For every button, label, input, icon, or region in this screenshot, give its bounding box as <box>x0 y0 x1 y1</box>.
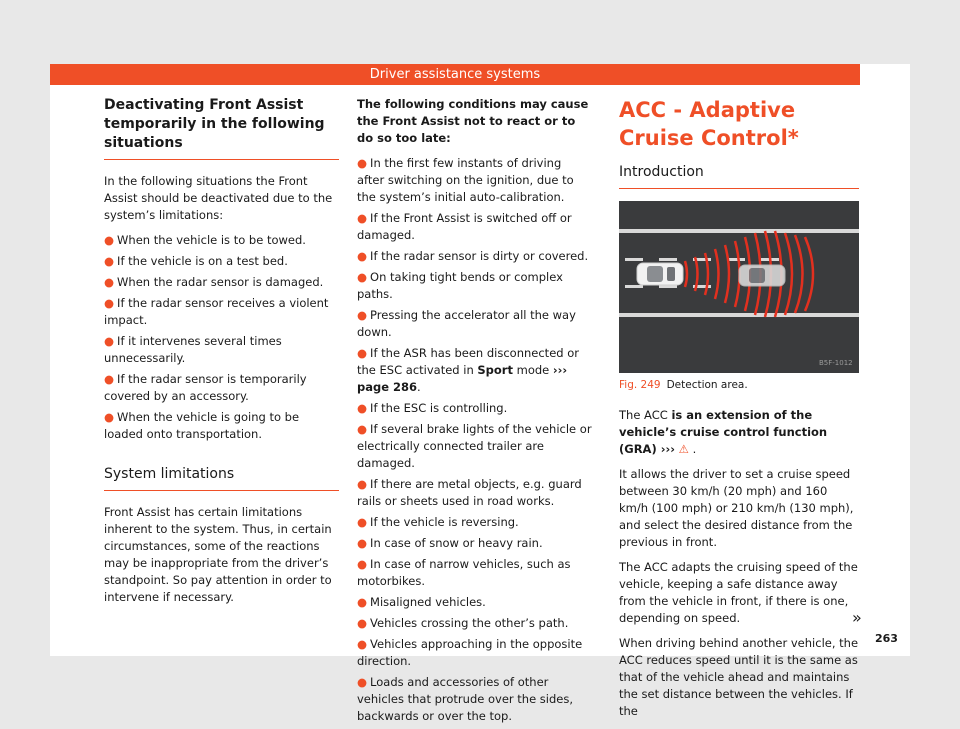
list-item: ● Misaligned vehicles. <box>357 595 486 609</box>
bullet-icon: ● <box>357 308 368 322</box>
continue-marker: » <box>852 608 862 627</box>
figure-code: B5F-1012 <box>819 359 853 367</box>
page-number: 263 <box>875 632 898 645</box>
heading-system-limitations: System limitations <box>104 465 339 491</box>
bullet-icon: ● <box>357 515 368 529</box>
list-item: ● If the vehicle is reversing. <box>357 515 519 529</box>
list-item: ● Pressing the accelerator all the way down. <box>357 308 576 339</box>
bullet-icon: ● <box>104 410 115 424</box>
bullet-icon: ● <box>357 616 368 630</box>
bullet-icon: ● <box>357 595 368 609</box>
list-item: ● In case of snow or heavy rain. <box>357 536 543 550</box>
list-item: ● Vehicles approaching in the opposite direction. <box>357 637 583 668</box>
bullet-icon: ● <box>357 422 368 436</box>
list-item: ● If the Front Assist is switched off or damaged. <box>357 211 572 242</box>
column-1 <box>104 96 339 614</box>
list-item: ● If there are metal objects, e.g. guard rails or sheets used in road works. <box>357 477 582 508</box>
bullet-icon: ● <box>357 249 368 263</box>
list-item: ● Loads and accessories of other vehicles that protrude over the sides, backwards or over the top. <box>357 675 574 723</box>
bullet-icon: ● <box>357 211 368 225</box>
deactivation-list <box>104 232 339 443</box>
column-3 <box>619 96 859 728</box>
acc-paragraph-4: When driving behind another vehicle, the ACC reduces speed until it is the same as that of the vehicle ahead and maintains the set distance between the vehicles. If the <box>619 636 859 718</box>
bullet-icon: ● <box>357 346 368 360</box>
list-item: ● If the radar sensor receives a violent impact. <box>104 296 329 327</box>
figure-caption: Fig. 249 Detection area. <box>619 379 748 391</box>
car-ego <box>637 263 683 285</box>
list-item: ● When the vehicle is going to be loaded onto transportation. <box>104 410 300 441</box>
acc-paragraph-3: The ACC adapts the cruising speed of the vehicle, keeping a safe distance away from the vehicle in front, if there is one, depending on speed. <box>619 560 858 625</box>
conditions-heading: The following conditions may cause the Front Assist not to react or to do so too late: <box>357 97 589 145</box>
list-item: ● If several brake lights of the vehicle or electrically connected trailer are damaged. <box>357 422 592 470</box>
bullet-icon: ● <box>104 254 115 268</box>
list-item: ● If the ESC is controlling. <box>357 401 508 415</box>
list-item: ● On taking tight bends or complex paths. <box>357 270 563 301</box>
bullet-icon: ● <box>104 372 115 386</box>
bullet-icon: ● <box>357 156 368 170</box>
list-item: ● In case of narrow vehicles, such as motorbikes. <box>357 557 571 588</box>
section-header: Driver assistance systems <box>50 64 860 85</box>
intro-text: In the following situations the Front Assist should be deactivated due to the system’s limitations: <box>104 174 333 222</box>
column-2 <box>357 96 592 729</box>
acc-title: ACC - Adaptive Cruise Control* <box>619 98 799 150</box>
list-item: ● If the radar sensor is temporarily covered by an accessory. <box>104 372 307 403</box>
conditions-list <box>357 155 592 341</box>
introduction-heading: Introduction <box>619 162 859 189</box>
bullet-icon: ● <box>357 270 368 284</box>
bullet-icon: ● <box>104 275 115 289</box>
list-item: ● Vehicles crossing the other’s path. <box>357 616 569 630</box>
list-item: ● In the first few instants of driving after switching on the ignition, due to the system’s initial auto-calibration. <box>357 156 574 204</box>
warning-icon: ⚠ <box>678 442 689 456</box>
bullet-icon: ● <box>104 334 115 348</box>
bullet-icon: ● <box>357 477 368 491</box>
list-item: ● If the vehicle is on a test bed. <box>104 254 288 268</box>
page-reference-link[interactable]: ››› page 286 <box>357 363 568 394</box>
bullet-icon: ● <box>357 637 368 651</box>
list-item: ● If the ASR has been disconnected or the ESC activated in Sport mode ››› page 286. <box>357 346 579 394</box>
car-ahead <box>739 265 785 286</box>
bullet-icon: ● <box>104 233 115 247</box>
bullet-icon: ● <box>357 557 368 571</box>
list-item: ● When the vehicle is to be towed. <box>104 233 306 247</box>
bullet-icon: ● <box>357 401 368 415</box>
list-item: ● When the radar sensor is damaged. <box>104 275 324 289</box>
bullet-icon: ● <box>357 536 368 550</box>
acc-paragraph-1: The ACC is an extension of the vehicle’s cruise control function (GRA) ››› ⚠ . <box>619 408 828 456</box>
bullet-icon: ● <box>104 296 115 310</box>
reference-link[interactable]: ››› <box>656 442 675 456</box>
limitations-text: Front Assist has certain limitations inherent to the system. Thus, in certain circumstances, some of the reactions may be inappropriate from the driver’s standpoint. So pay attention in order to intervene if necessary. <box>104 505 332 604</box>
list-item: ● If it intervenes several times unnecessarily. <box>104 334 282 365</box>
detection-area-figure <box>619 201 859 373</box>
bullet-icon: ● <box>357 675 368 689</box>
figure-number: Fig. 249 <box>619 379 661 391</box>
list-item: ● If the radar sensor is dirty or covered. <box>357 249 589 263</box>
heading-deactivating: Deactivating Front Assist temporarily in the following situations <box>104 96 339 160</box>
acc-paragraph-2: It allows the driver to set a cruise speed between 30 km/h (20 mph) and 160 km/h (100 mph) or 210 km/h (130 mph), and select the desired distance from the previous in front. <box>619 467 854 549</box>
road-illustration <box>619 201 859 373</box>
conditions-list-2 <box>357 400 592 725</box>
